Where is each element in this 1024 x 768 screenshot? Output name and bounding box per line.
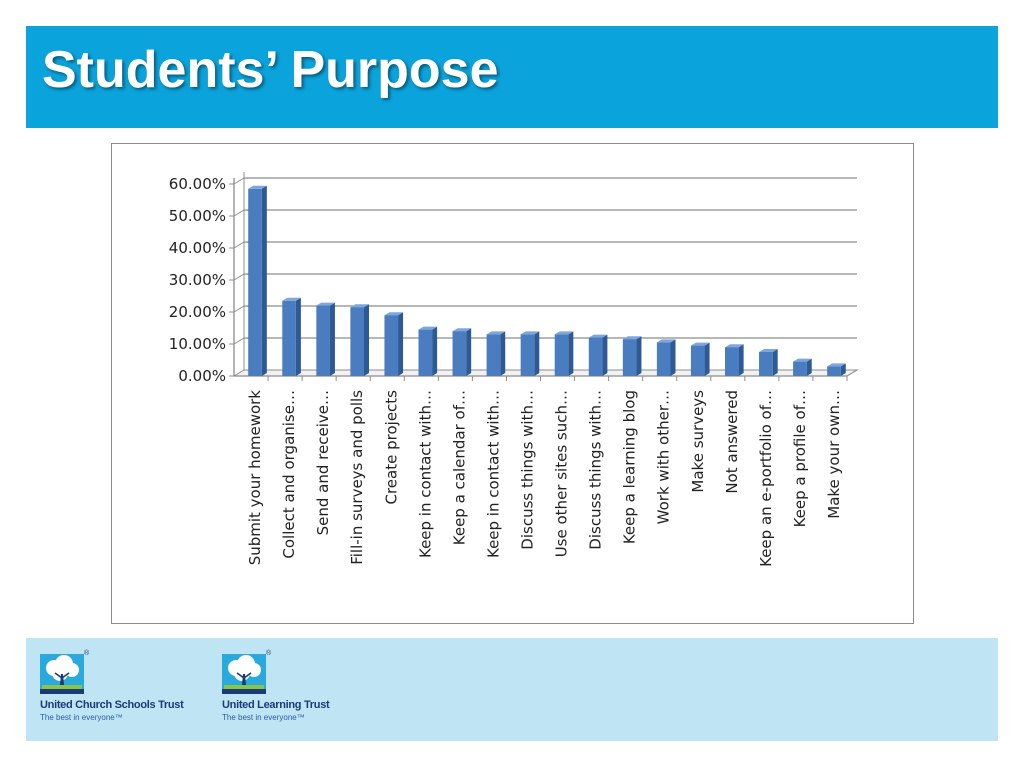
footer-band: [26, 638, 998, 741]
y-tick-label: 0.00%: [178, 367, 226, 385]
bar-side: [602, 335, 607, 376]
bar: [759, 349, 778, 376]
y-tick-label: 20.00%: [168, 303, 226, 321]
x-tick-label: Keep a calendar of…: [450, 390, 469, 546]
ucst-logo: [40, 650, 184, 722]
chart-frame: [111, 143, 914, 624]
tree-logo-icon: [222, 654, 266, 694]
bar: [418, 327, 437, 376]
x-tick-label: Discuss things with…: [518, 390, 537, 550]
bar: [282, 298, 301, 376]
bar-side: [807, 359, 812, 376]
bar-side: [705, 343, 710, 376]
bar: [623, 336, 642, 376]
x-tick-label: Not answered: [722, 390, 741, 494]
x-tick-label: Create projects: [382, 390, 401, 505]
bar: [657, 339, 676, 376]
gridline-depth: [234, 178, 244, 184]
x-tick-label: Keep a learning blog: [620, 390, 639, 545]
bar-side: [330, 303, 335, 376]
bar-front: [827, 366, 841, 376]
bar: [453, 328, 472, 376]
bar-side: [773, 349, 778, 376]
bar: [691, 343, 710, 376]
ult-logo: [222, 650, 330, 722]
bar-front: [316, 306, 330, 376]
bar: [793, 359, 812, 376]
x-tick-label: Make your own…: [824, 390, 843, 519]
bar-front: [521, 334, 535, 376]
y-tick-label: 30.00%: [168, 271, 226, 289]
x-tick-label: Send and receive…: [314, 390, 333, 536]
x-tick-label: Collect and organise…: [280, 390, 299, 559]
gridline-depth: [234, 306, 244, 312]
slide-title: Students’ Purpose: [42, 41, 499, 99]
gridline-depth: [234, 210, 244, 216]
bar-side: [671, 339, 676, 376]
bar-side: [534, 331, 539, 376]
bar-side: [636, 336, 641, 376]
bar: [487, 331, 506, 376]
y-tick-label: 40.00%: [168, 239, 226, 257]
logo-name: United Learning Trust: [222, 699, 330, 711]
tree-logo-icon: [40, 654, 84, 694]
bar-front: [282, 301, 296, 376]
bar-side: [739, 344, 744, 376]
logo-tagline: The best in everyone™: [222, 713, 305, 722]
gridline-depth: [234, 338, 244, 344]
logo-tagline: The best in everyone™: [40, 713, 123, 722]
logo-name: United Church Schools Trust: [40, 699, 184, 711]
bar: [725, 344, 744, 376]
bar-front: [384, 315, 398, 376]
bar-front: [453, 331, 467, 376]
x-tick-label: Make surveys: [688, 390, 707, 493]
x-tick-label: Keep in contact with…: [484, 389, 503, 559]
bar: [555, 331, 574, 376]
bar-side: [262, 186, 267, 376]
bar-side: [432, 327, 437, 376]
x-tick-label: Submit your homework: [246, 390, 265, 566]
bar: [589, 335, 608, 376]
bar-front: [589, 338, 603, 376]
bar-front: [623, 339, 637, 376]
registered-mark: ®: [84, 650, 90, 657]
bar-front: [248, 189, 262, 376]
bar-front: [657, 342, 671, 376]
y-tick-label: 10.00%: [168, 335, 226, 353]
bar-side: [568, 331, 573, 376]
x-tick-label: Work with other…: [654, 390, 673, 525]
y-tick-label: 50.00%: [168, 207, 226, 225]
x-tick-label: Keep an e-portfolio of…: [756, 390, 775, 567]
gridline-depth: [234, 274, 244, 280]
x-tick-label: Keep in contact with…: [416, 390, 435, 559]
bar: [521, 331, 540, 376]
x-tick-label: Discuss things with…: [586, 390, 605, 550]
bar-front: [725, 347, 739, 376]
bar-front: [555, 334, 569, 376]
x-tick-label: Use other sites such…: [552, 390, 571, 558]
bar: [350, 304, 369, 376]
bar-side: [296, 298, 301, 376]
registered-mark: ®: [266, 650, 272, 657]
y-tick-label: 60.00%: [168, 175, 226, 193]
gridline-depth: [234, 242, 244, 248]
bar: [827, 363, 846, 376]
bar-side: [398, 312, 403, 376]
bar-front: [691, 346, 705, 376]
bar-front: [487, 334, 501, 376]
bar: [384, 312, 403, 376]
bar: [248, 186, 267, 376]
bar-side: [500, 331, 505, 376]
x-tick-label: Keep a profile of…: [790, 390, 809, 528]
bar-front: [759, 352, 773, 376]
bar-front: [350, 307, 364, 376]
bar-side: [364, 304, 369, 376]
bar: [316, 303, 335, 376]
bar-front: [793, 362, 807, 376]
bar-chart: [112, 144, 913, 623]
x-tick-label: Fill-in surveys and polls: [348, 390, 367, 565]
title-banner: [26, 26, 998, 128]
bar-side: [466, 328, 471, 376]
bar-front: [418, 330, 432, 376]
